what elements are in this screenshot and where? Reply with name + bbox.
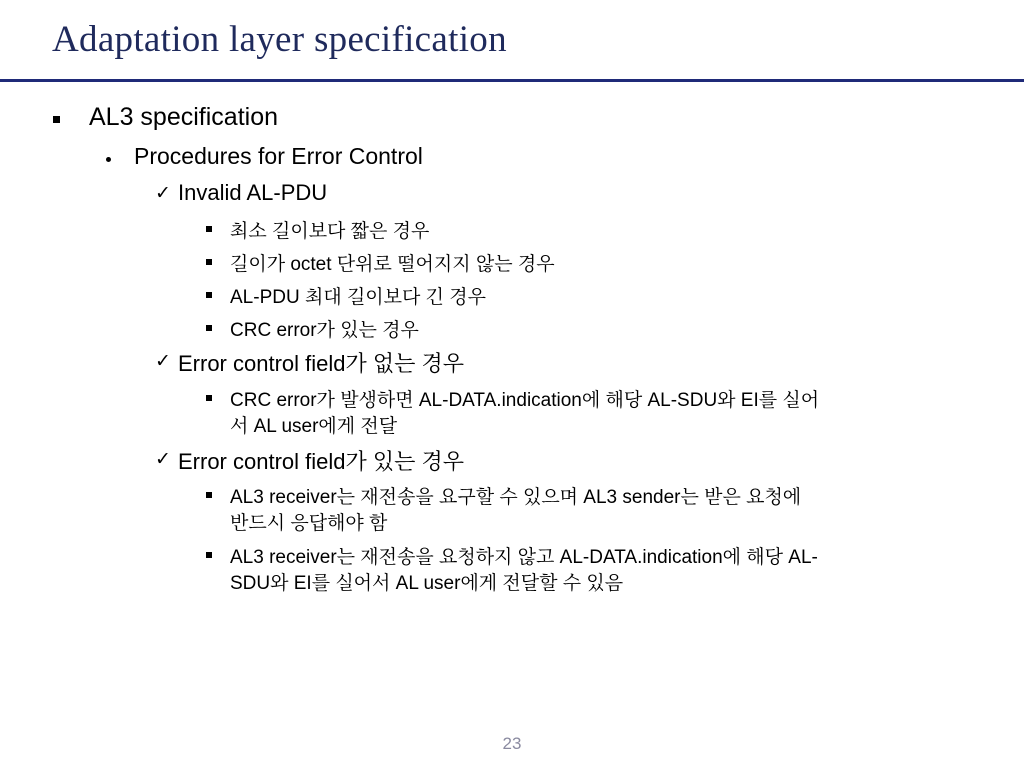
square-bullet-icon [206,395,212,401]
checkmark-icon: ✓ [155,448,171,470]
level2-item-error-control: Procedures for Error Control [134,143,423,169]
list-item-line1: AL3 receiver는 재전송을 요청하지 않고 AL-DATA.indication에 해당 AL- [230,547,818,568]
list-item-line2: SDU와 EI를 실어서 AL user에게 전달할 수 있음 [230,573,624,594]
heading-with-error-control-field: Error control field가 있는 경우 [178,449,464,474]
list-item: 길이가 octet 단위로 떨어지지 않는 경우 [230,254,555,275]
heading-invalid-al-pdu: Invalid AL-PDU [178,180,328,205]
square-bullet-icon [53,116,60,123]
list-item-line2: 서 AL user에게 전달 [230,416,398,437]
square-bullet-icon [206,292,212,298]
list-item-line1: CRC error가 발생하면 AL-DATA.indication에 해당 AL-SDU와 EI를 실어 [230,390,820,411]
round-bullet-icon [106,157,111,162]
list-item-line2: 반드시 응답해야 함 [230,513,388,534]
checkmark-icon: ✓ [155,182,171,204]
list-item: CRC error가 있는 경우 [230,320,419,341]
list-item-line1: AL3 receiver는 재전송을 요구할 수 있으며 AL3 sender는 받은 요청에 [230,487,802,508]
heading-no-error-control-field: Error control field가 없는 경우 [178,351,464,376]
list-item: 최소 길이보다 짧은 경우 [230,221,430,242]
title-divider [0,79,1024,82]
slide-title: Adaptation layer specification [52,19,507,60]
square-bullet-icon [206,226,212,232]
square-bullet-icon [206,552,212,558]
list-item: AL-PDU 최대 길이보다 긴 경우 [230,287,486,308]
square-bullet-icon [206,325,212,331]
level1-item-al3-spec: AL3 specification [89,103,279,131]
square-bullet-icon [206,492,212,498]
square-bullet-icon [206,259,212,265]
page-number: 23 [502,734,522,753]
checkmark-icon: ✓ [155,350,171,372]
